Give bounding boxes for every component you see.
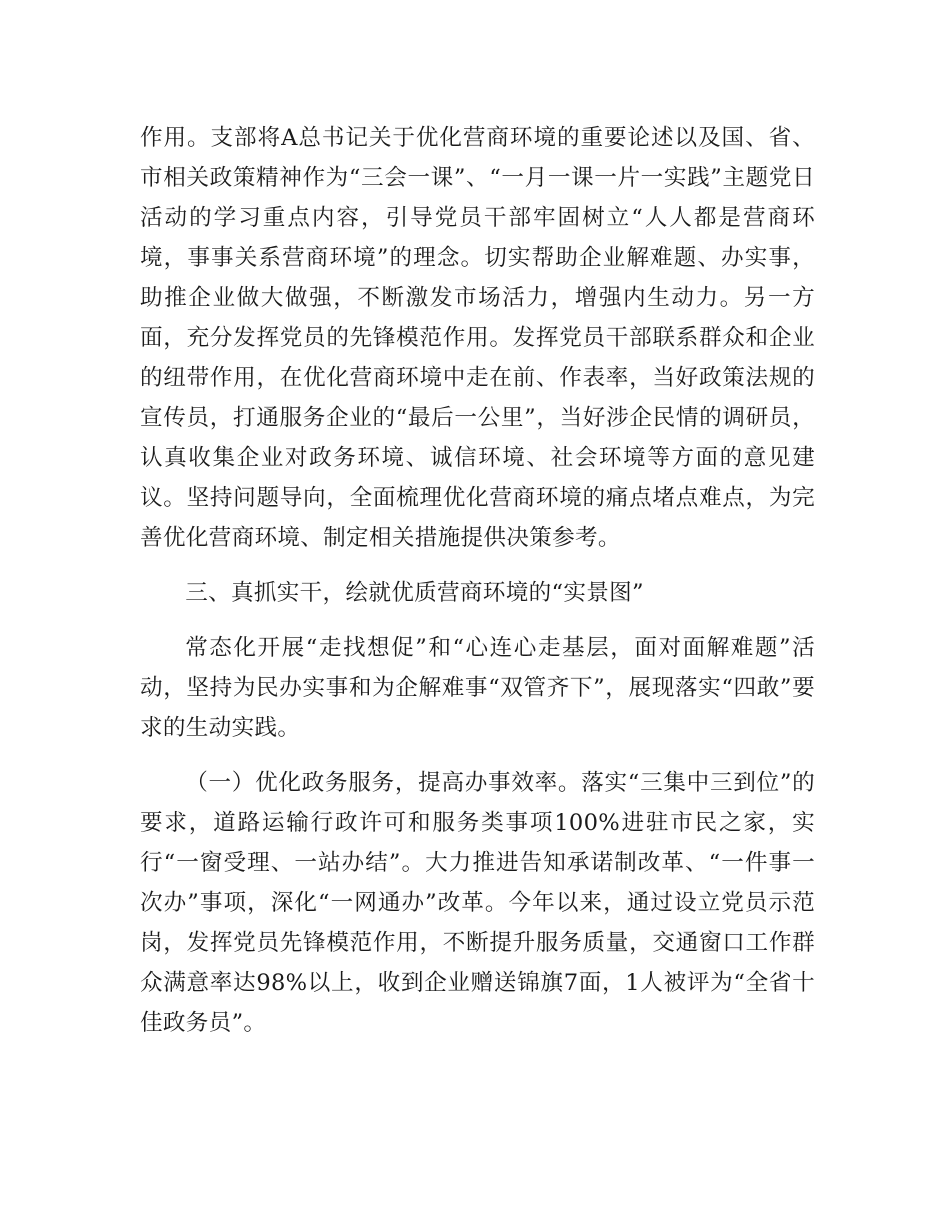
paragraph-continued: 作用。支部将A总书记关于优化营商环境的重要论述以及国、省、市相关政策精神作为“三会一课”、“一月一课一片一实践”主题党日活动的学习重点内容，引导党员干部牢固树立“人人都是营商环境，事事关系营商环境”的理念。切实帮助企业解难题、办实事，助推企业做大做强，不断激发市场活力，增强内生动力。另一方面，充分发挥党员的先锋模范作用。发挥党员干部联系群众和企业的纽带作用，在优化营商环境中走在前、作表率，当好政策法规的宣传员，打通服务企业的“最后一公里”，当好涉企民情的调研员，认真收集企业对政务环境、诚信环境、社会环境等方面的意见建议。坚持问题导向，全面梳理优化营商环境的痛点堵点难点，为完善优化营商环境、制定相关措施提供决策参考。 [140,125,815,551]
document-body [140,118,815,1043]
section-heading-3: 三、真抓实干，绘就优质营商环境的“实景图” [185,580,644,606]
paragraph-activities: 常态化开展“走找想促”和“心连心走基层，面对面解难题”活动，坚持为民办实事和为企解难事“双管齐下”，展现落实“四敢”要求的生动实践。 [140,635,815,741]
paragraph-government-service: （一）优化政务服务，提高办事效率。落实“三集中三到位”的要求，道路运输行政许可和服务类事项100%进驻市民之家，实行“一窗受理、一站办结”。大力推进告知承诺制改革、“一件事一次办”事项，深化“一网通办”改革。今年以来，通过设立党员示范岗，发挥党员先锋模范作用，不断提升服务质量，交通窗口工作群众满意率达98%以上，收到企业赠送锦旗7面，1人被评为“全省十佳政务员”。 [140,770,815,1036]
